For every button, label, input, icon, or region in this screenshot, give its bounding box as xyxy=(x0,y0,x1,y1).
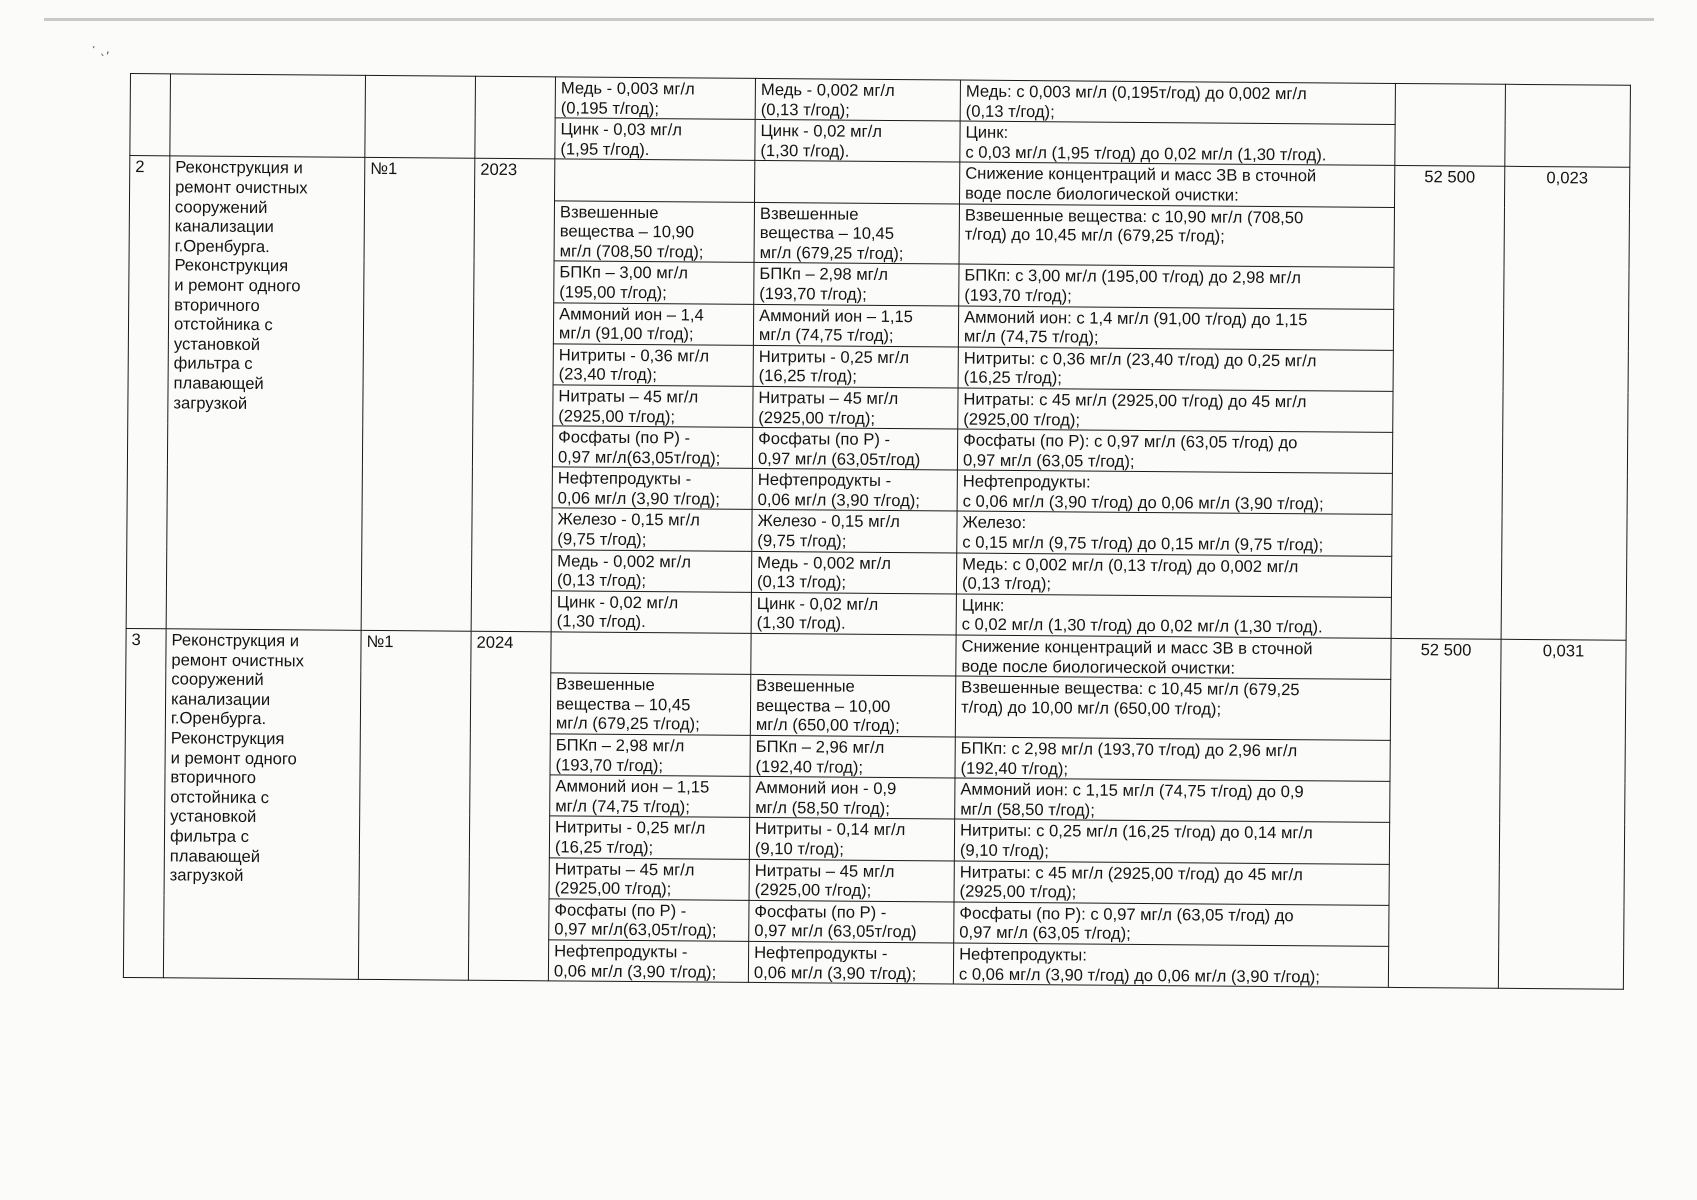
cell-before: Нефтепродукты - 0,06 мг/л (3,90 т/год); xyxy=(548,940,748,983)
cell-effect: Медь: с 0,003 мг/л (0,195т/год) до 0,002 мг/л (0,13 т/год); xyxy=(960,80,1395,125)
cell-after: Аммоний ион - 0,9 мг/л (58,50 т/год); xyxy=(750,777,955,820)
cell-cost-empty xyxy=(1395,83,1506,166)
cell-before: Нитраты – 45 мг/л (2925,00 т/год); xyxy=(553,385,753,428)
cell-effect-value: 0,031 xyxy=(1498,639,1626,989)
cell-item-number: 3 xyxy=(123,629,166,978)
cell-after: БПКп – 2,98 мг/л (193,70 т/год); xyxy=(754,263,959,306)
cell-before: Цинк - 0,03 мг/л (1,95 т/год). xyxy=(555,118,755,161)
cell-measure-name: Реконструкция и ремонт очистных сооружений канализации г.Оренбурга. Реконструкция и ремонт одного вторичного отстойника с установкой фильтра с плавающей загрузкой xyxy=(166,156,365,630)
cell-after: Нитраты – 45 мг/л (2925,00 т/год); xyxy=(749,859,954,902)
cell-effect: Фосфаты (по Р): с 0,97 мг/л (63,05 т/год) до 0,97 мг/л (63,05 т/год); xyxy=(957,429,1392,474)
cell-before-empty xyxy=(555,159,755,202)
table-body xyxy=(123,74,1630,990)
cell-effect: Аммоний ион: с 1,15 мг/л (74,75 т/год) до 0,9 мг/л (58,50 т/год); xyxy=(955,778,1390,823)
measures-table xyxy=(123,73,1631,990)
cell-num-empty xyxy=(130,74,171,157)
cell-effect: Нитриты: с 0,25 мг/л (16,25 т/год) до 0,14 мг/л (9,10 т/год); xyxy=(954,819,1389,864)
cell-measure-name: Реконструкция и ремонт очистных сооружений канализации г.Оренбурга. Реконструкция и ремонт одного вторичного отстойника с установкой фильтра с плавающей загрузкой xyxy=(163,629,361,980)
cell-cost: 52 500 xyxy=(1388,638,1501,988)
cell-before: Медь - 0,003 мг/л (0,195 т/год); xyxy=(555,77,755,120)
cell-effect: Взвешенные вещества: с 10,45 мг/л (679,25 т/год) до 10,00 мг/л (650,00 т/год); xyxy=(955,676,1390,740)
cell-effect: Медь: с 0,002 мг/л (0,13 т/год) до 0,002 мг/л (0,13 т/год); xyxy=(956,553,1391,598)
cell-before: Нитриты - 0,36 мг/л (23,40 т/год); xyxy=(553,344,753,387)
cell-effect: Взвешенные вещества: с 10,90 мг/л (708,50 т/год) до 10,45 мг/л (679,25 т/год); xyxy=(959,204,1394,268)
cell-effect: Цинк: с 0,03 мг/л (1,95 т/год) до 0,02 мг/л (1,30 т/год). xyxy=(960,121,1395,166)
cell-after: Нефтепродукты - 0,06 мг/л (3,90 т/год); xyxy=(752,469,957,512)
cell-summary: Снижение концентраций и масс ЗВ в сточной воде после биологической очистки: xyxy=(956,635,1391,680)
cell-ws-empty xyxy=(365,75,476,158)
cell-cost: 52 500 xyxy=(1391,166,1505,640)
cell-before: Аммоний ион – 1,4 мг/л (91,00 т/год); xyxy=(553,302,753,345)
scan-top-edge-line xyxy=(44,18,1654,21)
cell-effect: Нефтепродукты: с 0,06 мг/л (3,90 т/год) до 0,06 мг/л (3,90 т/год); xyxy=(957,470,1392,515)
cell-summary: Снижение концентраций и масс ЗВ в сточной воде после биологической очистки: xyxy=(960,162,1395,207)
cell-after: Аммоний ион – 1,15 мг/л (74,75 т/год); xyxy=(753,304,958,347)
cell-before: Фосфаты (по Р) - 0,97 мг/л(63,05т/год); xyxy=(549,899,749,942)
cell-after: Взвешенные вещества – 10,00 мг/л (650,00 т/год); xyxy=(750,675,955,737)
cell-year: 2024 xyxy=(468,631,551,981)
cell-effect: Нитраты: с 45 мг/л (2925,00 т/год) до 45 мг/л (2925,00 т/год); xyxy=(958,388,1393,433)
cell-after: Нитриты - 0,25 мг/л (16,25 т/год); xyxy=(753,345,958,388)
cell-before: Медь - 0,002 мг/л (0,13 т/год); xyxy=(551,549,751,592)
cell-effect: Нитриты: с 0,36 мг/л (23,40 т/год) до 0,25 мг/л (16,25 т/год); xyxy=(958,347,1393,392)
cell-after: Цинк - 0,02 мг/л (1,30 т/год). xyxy=(755,120,960,163)
cell-before: Взвешенные вещества – 10,45 мг/л (679,25 т/год); xyxy=(550,673,750,735)
cell-before: Нефтепродукты - 0,06 мг/л (3,90 т/год); xyxy=(552,467,752,510)
cell-after: Цинк - 0,02 мг/л (1,30 т/год). xyxy=(751,592,956,635)
cell-after: Нефтепродукты - 0,06 мг/л (3,90 т/год); xyxy=(748,941,953,984)
cell-effect: Цинк: с 0,02 мг/л (1,30 т/год) до 0,02 мг/л (1,30 т/год). xyxy=(956,594,1391,639)
cell-before: Фосфаты (по Р) - 0,97 мг/л(63,05т/год); xyxy=(552,426,752,469)
cell-after: Нитриты - 0,14 мг/л (9,10 т/год); xyxy=(749,818,954,861)
cell-after: Фосфаты (по Р) - 0,97 мг/л (63,05т/год) xyxy=(752,427,957,470)
cell-before: БПКп – 2,98 мг/л (193,70 т/год); xyxy=(550,734,750,777)
cell-effect: Нитраты: с 45 мг/л (2925,00 т/год) до 45 мг/л (2925,00 т/год); xyxy=(954,861,1389,906)
cell-before: Цинк - 0,02 мг/л (1,30 т/год). xyxy=(551,591,751,634)
cell-after: Взвешенные вещества – 10,45 мг/л (679,25 т/год); xyxy=(754,202,959,264)
scan-artifact-mark: ˑ ˎ, xyxy=(92,42,110,56)
cell-before: Аммоний ион – 1,15 мг/л (74,75 т/год); xyxy=(550,775,750,818)
cell-year-empty xyxy=(475,76,556,159)
cell-name-empty xyxy=(170,74,366,158)
cell-after-empty xyxy=(751,633,956,676)
cell-item-number: 2 xyxy=(126,156,170,629)
cell-after: Фосфаты (по Р) - 0,97 мг/л (63,05т/год) xyxy=(749,900,954,943)
cell-before: Взвешенные вещества – 10,90 мг/л (708,50 т/год); xyxy=(554,200,754,262)
cell-before-empty xyxy=(551,632,751,675)
cell-effect: БПКп: с 2,98 мг/л (193,70 т/год) до 2,96 мг/л (192,40 т/год); xyxy=(955,737,1390,782)
cell-effect: Аммоний ион: с 1,4 мг/л (91,00 т/год) до 1,15 мг/л (74,75 т/год); xyxy=(958,306,1393,351)
cell-outlet-number: №1 xyxy=(358,630,471,980)
cell-after: Медь - 0,002 мг/л (0,13 т/год); xyxy=(755,78,960,121)
cell-before: Нитриты - 0,25 мг/л (16,25 т/год); xyxy=(549,816,749,859)
cell-effect-value-empty xyxy=(1505,84,1631,167)
cell-after: Железо - 0,15 мг/л (9,75 т/год); xyxy=(752,510,957,553)
cell-effect-value: 0,023 xyxy=(1501,167,1630,641)
cell-effect: Фосфаты (по Р): с 0,97 мг/л (63,05 т/год) до 0,97 мг/л (63,05 т/год); xyxy=(954,902,1389,947)
cell-after: БПКп – 2,96 мг/л (192,40 т/год); xyxy=(750,735,955,778)
cell-effect: Железо: с 0,15 мг/л (9,75 т/год) до 0,15 мг/л (9,75 т/год); xyxy=(957,511,1392,556)
cell-before: БПКп – 3,00 мг/л (195,00 т/год); xyxy=(554,261,754,304)
cell-before: Нитраты – 45 мг/л (2925,00 т/год); xyxy=(549,857,749,900)
cell-effect: БПКп: с 3,00 мг/л (195,00 т/год) до 2,98 мг/л (193,70 т/год); xyxy=(959,264,1394,309)
cell-after-empty xyxy=(755,161,960,204)
cell-after: Медь - 0,002 мг/л (0,13 т/год); xyxy=(751,551,956,594)
table-row xyxy=(130,74,1630,127)
cell-before: Железо - 0,15 мг/л (9,75 т/год); xyxy=(552,508,752,551)
cell-after: Нитраты – 45 мг/л (2925,00 т/год); xyxy=(753,386,958,429)
cell-outlet-number: №1 xyxy=(361,158,475,632)
cell-year: 2023 xyxy=(471,159,555,632)
cell-effect: Нефтепродукты: с 0,06 мг/л (3,90 т/год) до 0,06 мг/л (3,90 т/год); xyxy=(953,943,1388,988)
